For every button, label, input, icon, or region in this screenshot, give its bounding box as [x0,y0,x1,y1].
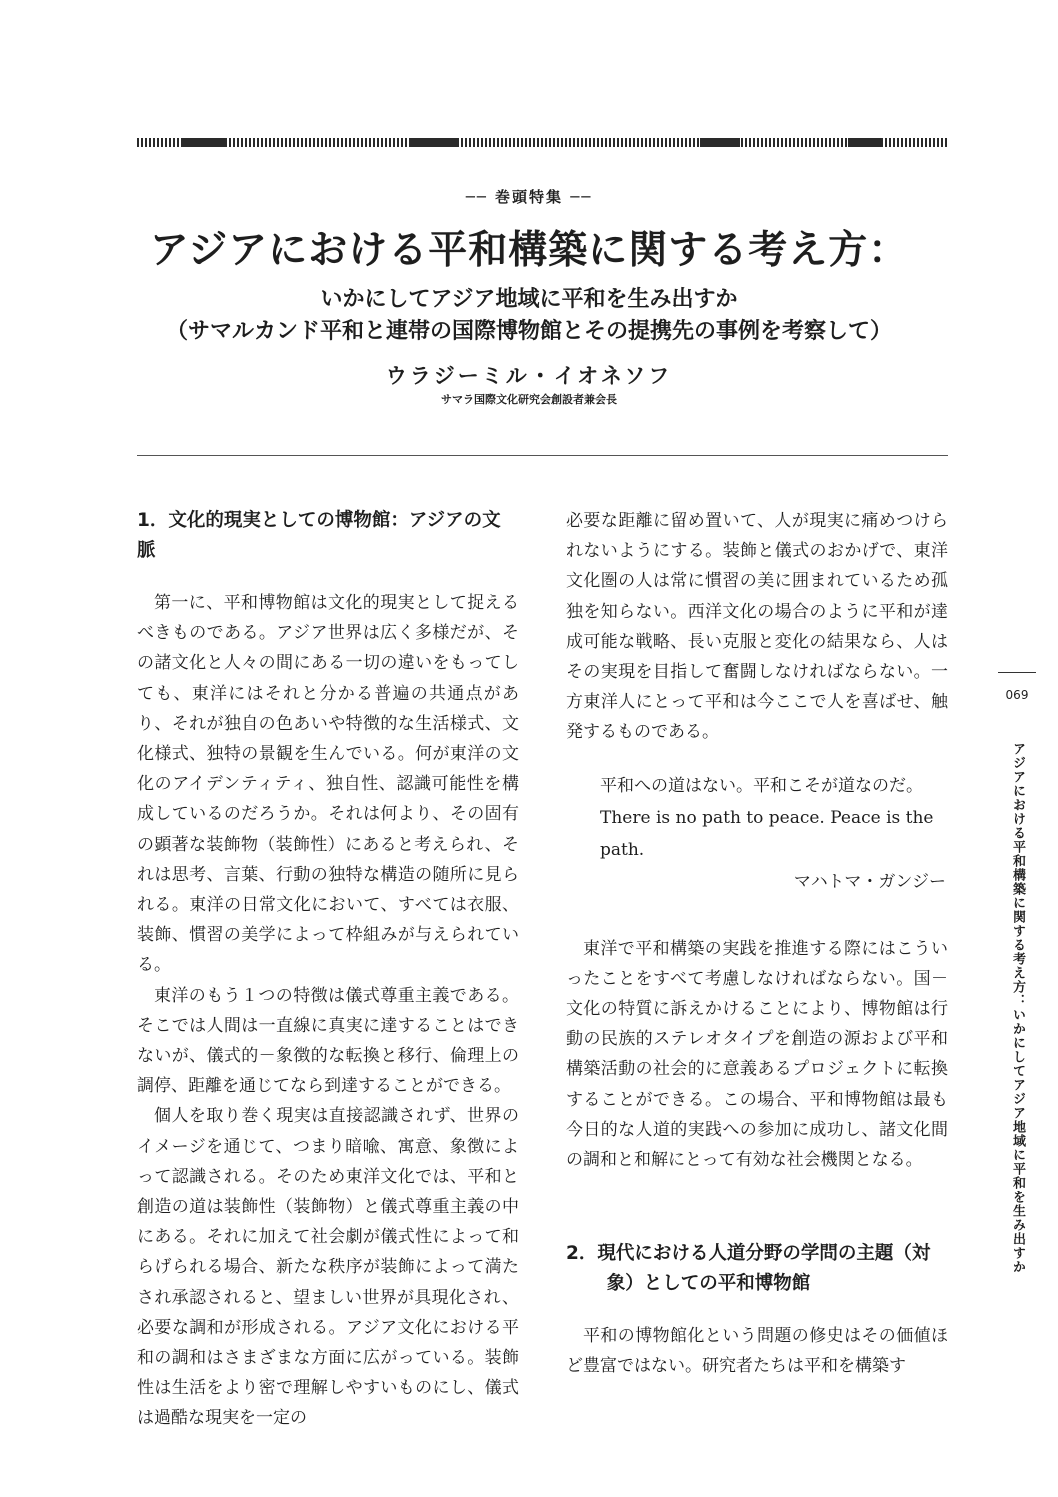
epigraph-quote [566,770,948,898]
section-kicker: ── 巻頭特集 ── [465,188,593,206]
section-2-heading: 2．現代における人道分野の学問の主題（対象）としての平和博物館 [566,1243,931,1295]
decorative-block [410,138,458,147]
quote-japanese: 平和への道はない。平和こそが道なのだ。 [600,775,923,796]
decorative-block [848,138,882,147]
section-1-heading: 1．文化的現実としての博物館：アジアの文脈 [137,510,501,561]
body-paragraph: 第一に、平和博物館は文化的現実として捉えるべきものである。アジア世界は広く多様だが、その諸文化と人々の間にある一切の違いをもってしても、東洋にはそれと分かる普遍の共通点があり、それが独自の色あいや特徴的な生活様式、文化様式、独特の景観を生んでいる。何が東洋の文化のアイデンティティ、独自性、認識可能性を構成しているのだろうか。それは何より、その固有の顕著な装飾物（装飾性）にあると考えられ、それは思考、言葉、行動の独特な構造の随所に見られる。東洋の日常文化において、すべては衣服、装飾、慣習の美学によって枠組みが与えられている。 [137,593,519,976]
body-paragraph: 平和の博物館化という問題の修史はその価値ほど豊富ではない。研究者たちは平和を構築す [566,1326,948,1377]
body-paragraph: 東洋のもう１つの特徴は儀式尊重主義である。そこでは人間は一直線に真実に達することはできないが、儀式的－象徴的な転換と移行、倫理上の調停、距離を通じてなら到達することができる。 [137,985,519,1097]
margin-rule [998,672,1036,673]
article-title: アジアにおける平和構築に関する考え方： [149,228,909,273]
header-divider [137,455,948,456]
quote-attribution: マハトマ・ガンジー [793,871,946,892]
right-column [566,506,948,1382]
decorative-stripe-band [137,138,948,147]
running-title: アジアにおける平和構築に関する考え方：いかにしてアジア地域に平和を生み出すか [1010,742,1025,1274]
author-name: ウラジーミル・イオネソフ [385,364,673,388]
author-affiliation: サマラ国際文化研究会創設者兼会長 [441,393,617,406]
body-paragraph: 東洋で平和構築の実践を推進する際にはこういったことをすべて考慮しなければならない。国－文化の特質に訴えかけることにより、博物館は行動の民族的ステレオタイプを創造の源および平和構築活動の社会的に意義あるプロジェクトに転換することができる。この場合、平和博物館は最も今日的な人道的実践への参加に成功し、諸文化間の調和と和解にとって有効な社会機関となる。 [566,938,948,1171]
body-paragraph: 必要な距離に留め置いて、人が現実に痛めつけられないようにする。装飾と儀式のおかげで、東洋文化圏の人は常に慣習の美に囲まれているため孤独を知らない。西洋文化の場合のように平和が達成可能な戦略、長い克服と変化の結果なら、人はその実現を目指して奮闘しなければならない。一方東洋人にとって平和は今ここで人を喜ばせ、触発するものである。 [566,511,948,743]
article-subtitle-line1: いかにしてアジア地域に平和を生み出すか [320,287,738,312]
left-column [137,506,519,1434]
page-number: 069 [1005,688,1029,702]
decorative-block [700,138,740,147]
article-subtitle-line2: （サマルカンド平和と連帯の国際博物館とその提携先の事例を考察して） [165,319,892,344]
quote-english: There is no path to peace. Peace is the path. [600,807,934,860]
body-paragraph: 個人を取り巻く現実は直接認識されず、世界のイメージを通じて、つまり暗喩、寓意、象徴によって認識される。そのため東洋文化では、平和と創造の道は装飾性（装飾物）と儀式尊重主義の中にある。それに加えて社会劇が儀式性によって和らげられる場合、新たな秩序が装飾によって満たされ承認されると、望ましい世界が具現化され、必要な調和が形成される。アジア文化における平和の調和はさまざまな方面に広がっている。装飾性は生活をより密で理解しやすいものにし、儀式は過酷な現実を一定の [137,1106,519,1429]
decorative-block [183,138,227,147]
